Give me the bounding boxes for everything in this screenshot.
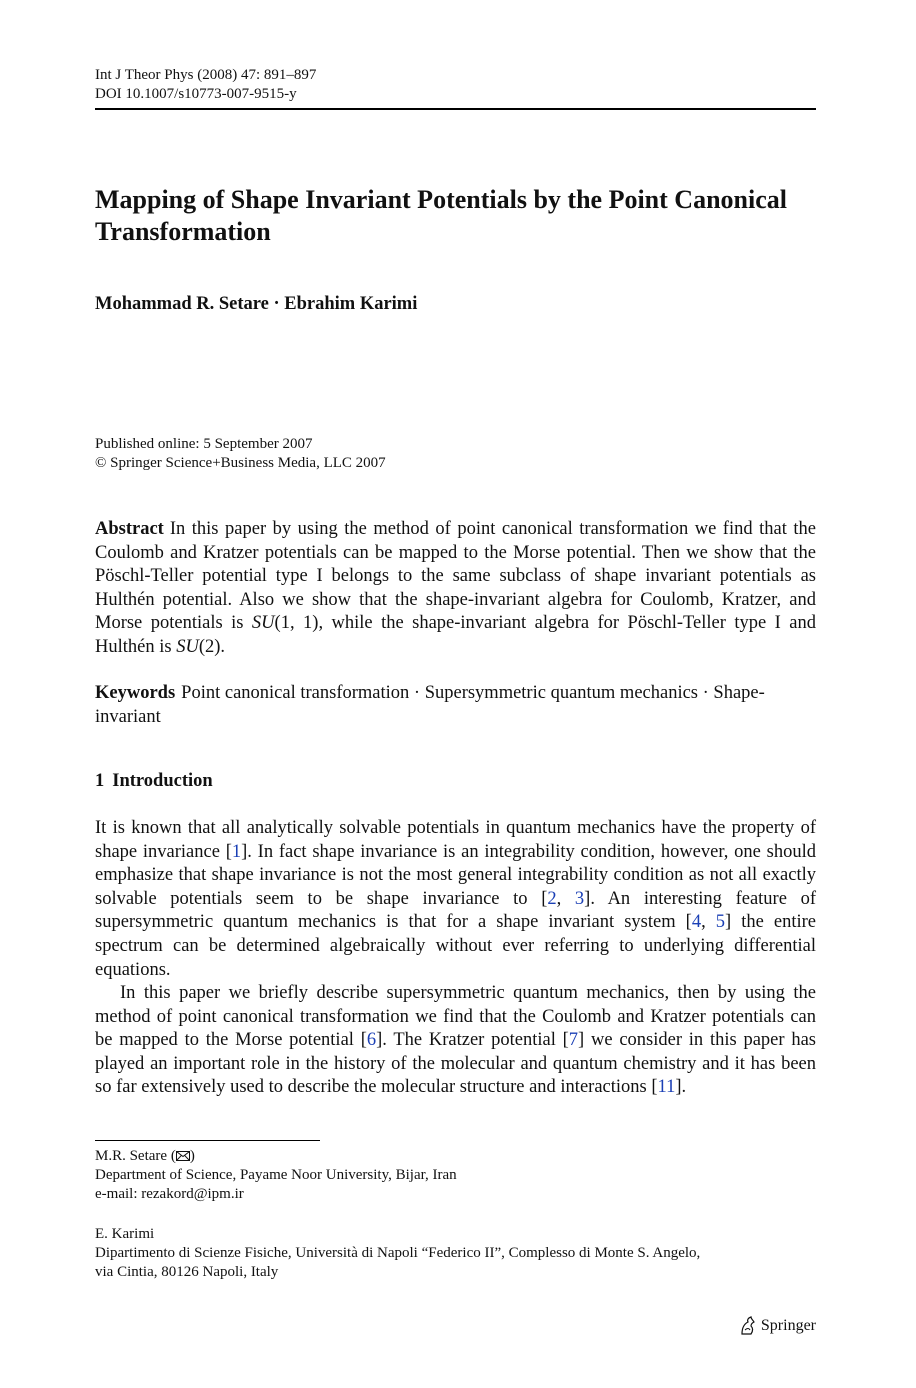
intro-paragraph-2 <box>95 982 816 1100</box>
intro-text: ]. In fact shape invariance is an integrability condition, however, one should emphasize that shape invariance is not the most general integrability condition as not all exactly solvable potentials seem to be shape invariance to [ <box>95 841 816 909</box>
paper-title: Mapping of Shape Invariant Potentials by the Point Canonical Transformation <box>95 185 787 246</box>
author-name-close: ) <box>189 1148 195 1164</box>
author-name: M.R. Setare ( <box>95 1148 176 1164</box>
su11-args: (1, 1) <box>274 613 319 634</box>
citation-link[interactable]: 11 <box>657 1077 676 1098</box>
footnote-rule <box>95 1140 320 1141</box>
citation-link[interactable]: 3 <box>574 888 585 909</box>
abstract-label: Abstract <box>95 519 164 539</box>
intro-text: ] the entire spectrum can be determined algebraically without ever referring to underlying differential equations. <box>95 912 817 980</box>
citation-separator: , <box>556 888 575 909</box>
intro-text: ] we consider in this paper has played an important role in the history of the molecular and quantum chemistry and it has been so far extensively used to describe the molecular structure and interactions [ <box>95 1030 816 1098</box>
keywords-text: Point canonical transformation · Supersymmetric quantum mechanics · Shape-invariant <box>95 683 765 727</box>
publisher-name: Springer <box>760 1317 816 1334</box>
intro-text: It is known that all analytically solvable potentials in quantum mechanics have the property of shape invariance [ <box>95 818 816 862</box>
abstract <box>95 518 816 660</box>
footnote-setare-email[interactable]: e-mail: rezakord@ipm.ir <box>95 1186 244 1202</box>
section-title: Introduction <box>112 771 213 791</box>
envelope-icon <box>176 1151 190 1161</box>
keywords-label: Keywords <box>95 683 176 703</box>
intro-text: ]. <box>675 1077 687 1098</box>
citation-link[interactable]: 6 <box>366 1030 377 1051</box>
published-date: Published online: 5 September 2007 <box>95 436 313 452</box>
footnote-karimi-affiliation-1: Dipartimento di Scienze Fisiche, Università di Napoli “Federico II”, Complesso di Monte S. Angelo, <box>95 1245 701 1261</box>
citation-link[interactable]: 7 <box>568 1030 579 1051</box>
copyright: © Springer Science+Business Media, LLC 2007 <box>95 455 386 471</box>
abstract-text: In this paper by using the method of point canonical transformation we find that the Coulomb and Kratzer potentials can be mapped to the Morse potential. Then we show that the Pöschl-Teller potential type I belongs to the same subclass of shape invariant potentials as Hulthén potential. Also we show that the shape-invariant algebra for Coulomb, Kratzer, and Morse potentials is <box>95 519 816 634</box>
citation-link[interactable]: 4 <box>691 912 702 933</box>
footnote-karimi-name: E. Karimi <box>95 1226 155 1242</box>
keywords <box>95 682 775 729</box>
authors: Mohammad R. Setare · Ebrahim Karimi <box>95 294 418 314</box>
citation-separator: , <box>701 912 716 933</box>
header-rule <box>95 108 816 110</box>
citation-link[interactable]: 5 <box>715 912 726 933</box>
abstract-text-3: . <box>220 636 226 657</box>
su11-symbol: SU <box>251 613 275 634</box>
su2-args: (2) <box>198 636 221 657</box>
intro-text: ]. An interesting feature of supersymmetric quantum mechanics is that for a shape invariant system [ <box>95 888 816 933</box>
intro-text: ]. The Kratzer potential [ <box>376 1030 569 1051</box>
intro-paragraph-1 <box>95 817 816 982</box>
journal-citation: Int J Theor Phys (2008) 47: 891–897 <box>95 67 317 83</box>
springer-horse-icon <box>739 1316 757 1336</box>
intro-text: In this paper we briefly describe supersymmetric quantum mechanics, then by using the method of point canonical transformation we find that the Coulomb and Kratzer potentials can be mapped to the Morse potential [ <box>95 983 816 1051</box>
section-heading-introduction <box>95 771 213 792</box>
section-number: 1 <box>95 771 105 791</box>
citation-link[interactable]: 1 <box>231 841 242 862</box>
footnote-setare-name <box>95 1147 815 1166</box>
springer-logo <box>739 1316 816 1336</box>
citation-link[interactable]: 2 <box>547 888 557 909</box>
footnote-karimi-affiliation-2: via Cintia, 80126 Napoli, Italy <box>95 1264 279 1280</box>
footnote-setare-affiliation: Department of Science, Payame Noor University, Bijar, Iran <box>95 1167 457 1183</box>
su2-symbol: SU <box>176 636 199 657</box>
doi[interactable]: DOI 10.1007/s10773-007-9515-y <box>95 86 297 102</box>
abstract-text-2: , while the shape-invariant algebra for Pöschl-Teller type I and Hulthén is <box>95 613 816 657</box>
